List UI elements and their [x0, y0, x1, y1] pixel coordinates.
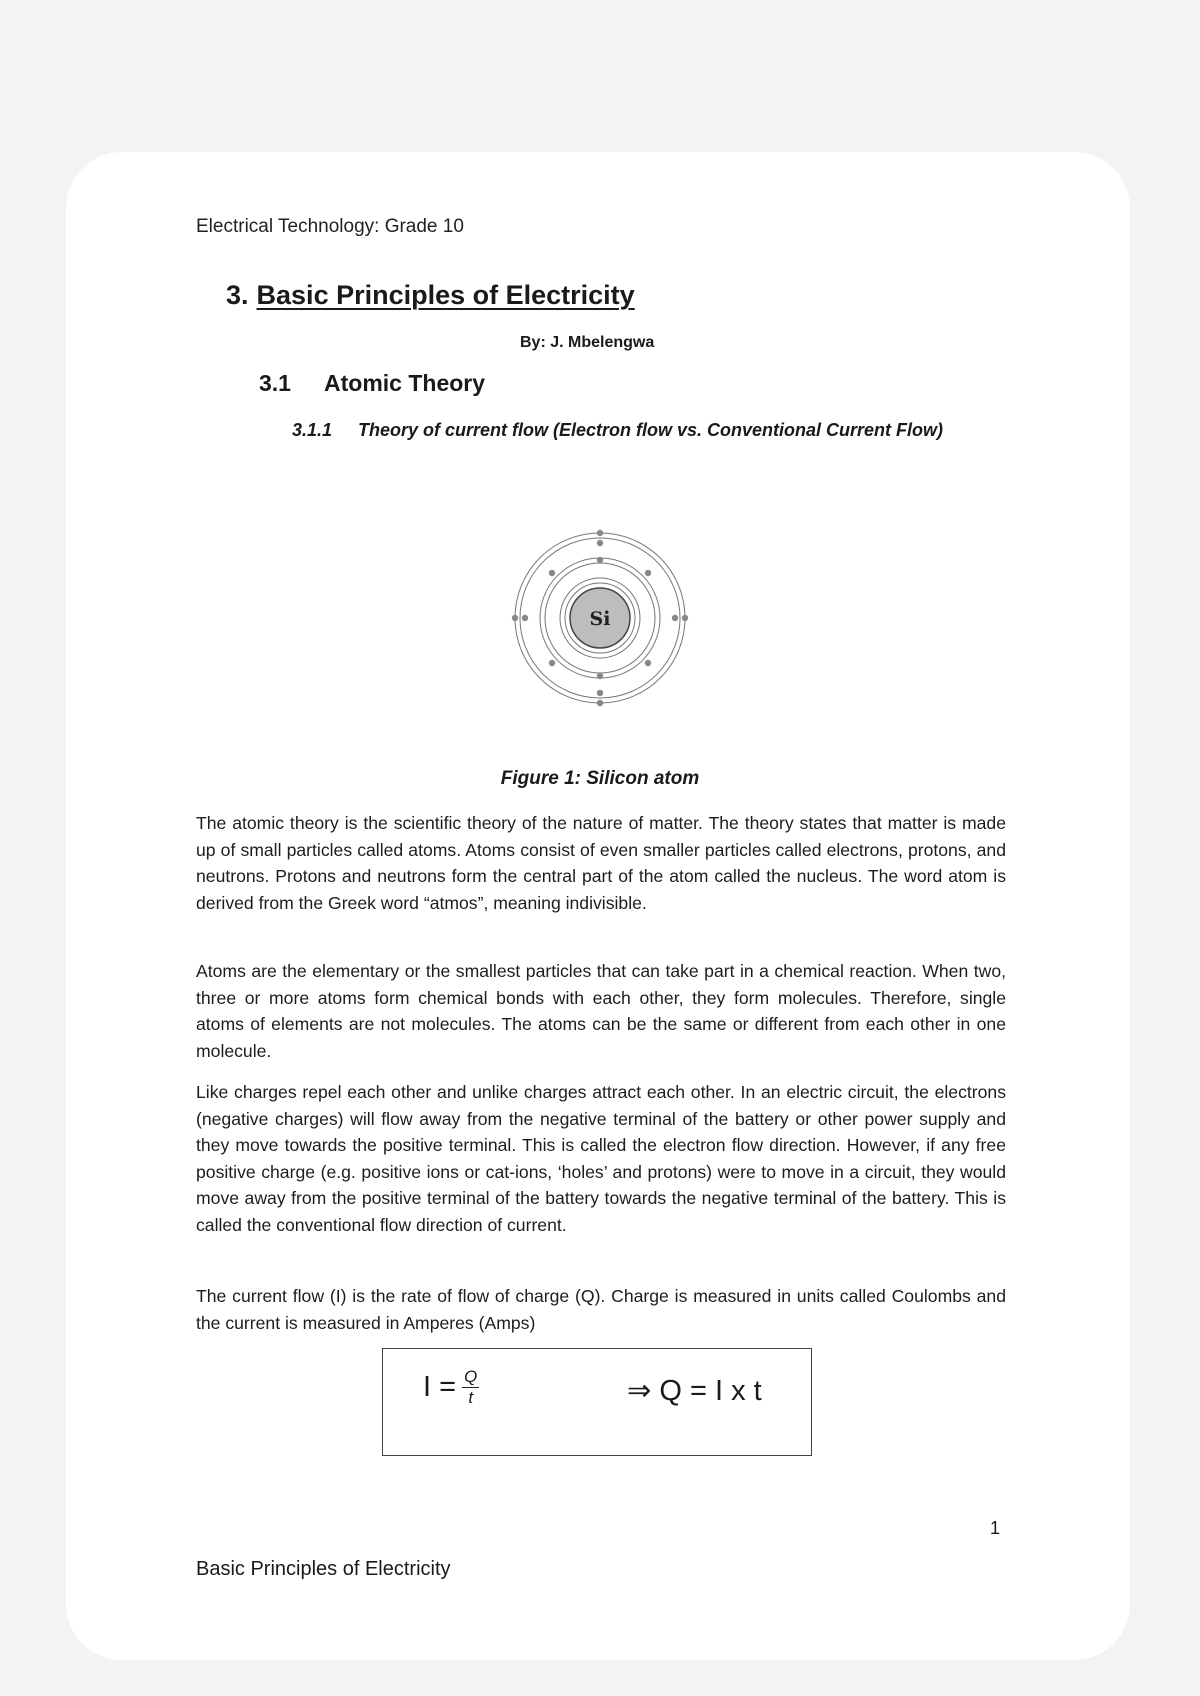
author-line: By: J. Mbelengwa	[520, 334, 655, 351]
body-paragraph: Like charges repel each other and unlike charges attract each other. In an electric circuit, the electrons (negative charges) will flow away from the negative terminal of the battery or other power supply and they move towards the positive terminal. This is called the electron flow direction. However, if any free positive charge (e.g. positive ions or cat-ions, ‘holes’ and protons) were to move in a circuit, they would move away from the positive terminal of the battery towards the negative terminal of the battery. This is called the conventional flow direction of current.	[196, 1082, 1006, 1235]
electron	[597, 530, 603, 536]
fraction	[462, 1367, 479, 1408]
electron	[597, 673, 603, 679]
electron	[512, 615, 518, 621]
nucleus-label: Si	[589, 608, 611, 630]
subsection-title: Theory of current flow (Electron flow vs. Conventional Current Flow)	[358, 420, 944, 440]
fraction-numerator: Q	[464, 1367, 478, 1386]
body-paragraph: The atomic theory is the scientific theory of the nature of matter. The theory states that matter is made up of small particles called atoms. Atoms consist of even smaller particles called electrons, protons, and neutrons. Protons and neutrons form the central part of the atom called the nucleus. The word atom is derived from the Greek word “atmos”, meaning indivisible.	[196, 813, 1006, 913]
chapter-title	[226, 280, 635, 311]
formula-lhs: I =	[423, 1371, 457, 1403]
silicon-atom-diagram	[500, 518, 700, 718]
electron	[549, 660, 555, 666]
electron	[597, 700, 603, 706]
section-heading	[259, 370, 485, 397]
electron	[522, 615, 528, 621]
electron	[672, 615, 678, 621]
electron	[645, 660, 651, 666]
electron	[597, 690, 603, 696]
formula-box	[382, 1348, 812, 1456]
electron	[645, 570, 651, 576]
electron	[597, 557, 603, 563]
chapter-title-text: Basic Principles of Electricity	[256, 280, 635, 310]
formula-current	[423, 1367, 479, 1408]
body-paragraph: The current flow (I) is the rate of flow of charge (Q). Charge is measured in units called Coulombs and the current is measured in Amperes (Amps)	[196, 1286, 1006, 1333]
electron	[549, 570, 555, 576]
running-footer: Basic Principles of Electricity	[196, 1558, 451, 1580]
chapter-number: 3.	[226, 280, 249, 310]
body-paragraph: Atoms are the elementary or the smallest particles that can take part in a chemical reaction. When two, three or more atoms form chemical bonds with each other, they form molecules. Therefore, single atoms of elements are not molecules. The atoms can be the same or different from each other in one molecule.	[196, 961, 1006, 1061]
section-title: Atomic Theory	[324, 370, 486, 396]
section-number: 3.1	[259, 370, 291, 396]
fraction-denominator: t	[468, 1388, 474, 1407]
subsection-heading	[292, 418, 1008, 443]
subsection-number: 3.1.1	[292, 420, 333, 440]
page-number: 1	[990, 1518, 1001, 1538]
electron	[682, 615, 688, 621]
formula-charge: ⇒ Q = I x t	[627, 1375, 762, 1407]
electron	[597, 540, 603, 546]
figure-caption: Figure 1: Silicon atom	[500, 768, 700, 789]
running-header: Electrical Technology: Grade 10	[196, 216, 464, 237]
